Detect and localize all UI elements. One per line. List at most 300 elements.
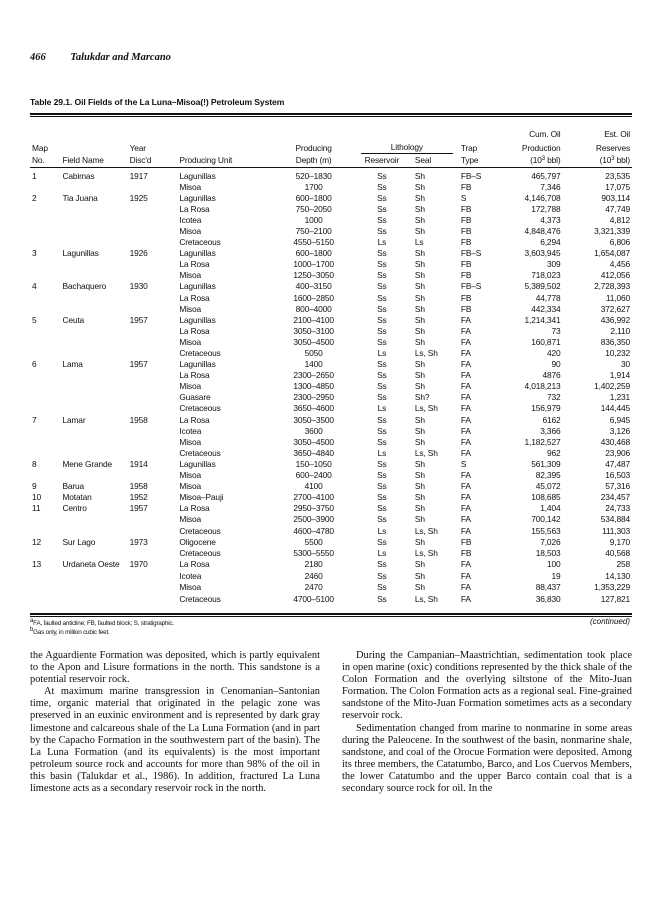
producing-unit-cell: Misoa <box>179 225 201 236</box>
seal-cell: Sh <box>414 503 425 514</box>
cum-oil-cell: 1,404 <box>540 503 561 514</box>
table-row <box>30 437 632 448</box>
paragraph: At maximum marine transgression in Cenomanian–Santonian time, organic material that originated in the pelagic zone was preserved in an euxinic environment and is represented by dark gray limestone and calcareous shale of the La Luna Formation (and in part by the Capacho Formation in the southwestern part of the basin). The La Luna Formation (and its equivalents) is the most important petroleum source rock and accounts for more than 98% of the oil in this basin (Talukdar et al., 1986). In addition, fractured La Luna limestone acts as a secondary reservoir rock in the north. <box>30 686 320 795</box>
field-name-cell: Lama <box>62 359 83 370</box>
table-row <box>30 571 632 583</box>
map-no-cell: 11 <box>32 503 41 514</box>
seal-cell: Sh <box>414 425 425 436</box>
reservoir-cell: Ss <box>377 514 387 525</box>
est-oil-cell: 6,945 <box>609 414 630 425</box>
table-row <box>30 248 632 259</box>
map-no-cell: 6 <box>32 359 37 370</box>
header-field-name: Field Name <box>62 155 104 165</box>
seal-cell: Ls, Sh <box>414 447 438 458</box>
field-name-cell <box>62 548 129 559</box>
est-oil-cell: 127,821 <box>600 594 630 605</box>
year-discovered-cell <box>130 348 180 359</box>
producing-unit-cell: Cretaceous <box>179 547 221 558</box>
table-row <box>30 348 632 359</box>
field-name-cell <box>62 304 129 315</box>
est-oil-cell: 1,353,229 <box>594 582 630 593</box>
table-row <box>30 204 632 215</box>
seal-cell: Sh <box>414 203 425 214</box>
depth-cell: 2100–4100 <box>293 314 334 325</box>
depth-cell: 2300–2950 <box>293 392 334 403</box>
trap-type-cell: FA <box>460 447 471 458</box>
cum-oil-cell: 45,072 <box>535 481 561 492</box>
trap-type-cell: FA <box>460 336 471 347</box>
producing-unit-cell: La Rosa <box>179 370 210 381</box>
producing-unit-cell: Misoa <box>179 181 201 192</box>
producing-unit-cell: Misoa <box>179 470 201 481</box>
reservoir-cell: Ss <box>377 314 387 325</box>
reservoir-cell: Ss <box>377 594 387 605</box>
reservoir-cell: Ss <box>377 570 387 581</box>
trap-type-cell: FA <box>460 425 471 436</box>
map-no-cell <box>30 370 62 381</box>
est-oil-cell: 4,456 <box>609 259 630 270</box>
seal-cell: Sh <box>414 225 425 236</box>
seal-cell: Sh <box>414 582 425 593</box>
field-name-cell: Cabimas <box>62 170 95 181</box>
producing-unit-cell: Lagunillas <box>179 314 216 325</box>
map-no-cell <box>30 270 62 281</box>
reservoir-cell: Ss <box>377 203 387 214</box>
trap-type-cell: S <box>460 458 467 469</box>
field-name-cell <box>62 403 129 414</box>
header-cum-units: ($10^3$ bbl) <box>530 155 561 165</box>
field-name-cell <box>62 426 129 437</box>
table-row <box>30 459 632 470</box>
est-oil-cell: 1,231 <box>609 392 630 403</box>
producing-unit-cell: Lagunillas <box>179 281 216 292</box>
depth-cell: 3050–3100 <box>293 325 334 336</box>
est-oil-cell: 1,914 <box>609 370 630 381</box>
seal-cell: Sh <box>414 303 425 314</box>
est-oil-cell: 836,350 <box>600 336 630 347</box>
reservoir-cell: Ss <box>377 370 387 381</box>
producing-unit-cell: Icotea <box>179 214 202 225</box>
trap-type-cell: FA <box>460 570 471 581</box>
seal-cell: Sh <box>414 170 425 181</box>
year-discovered-cell <box>130 259 180 270</box>
year-discovered-cell <box>130 304 180 315</box>
body-left-column <box>30 650 320 795</box>
table-row <box>30 492 632 503</box>
reservoir-cell: Ss <box>377 336 387 347</box>
reservoir-cell: Ss <box>377 381 387 392</box>
seal-cell: Sh <box>414 558 425 569</box>
cum-oil-cell: 420 <box>546 348 561 358</box>
year-discovered-cell: 1925 <box>129 192 148 203</box>
year-discovered-cell: 1957 <box>129 503 148 514</box>
depth-cell: 3050–3500 <box>293 414 334 425</box>
table-row <box>30 448 632 459</box>
header-producing: Producing <box>295 142 332 153</box>
field-name-cell: Bachaquero <box>62 281 107 292</box>
table-bottom-rule <box>30 613 632 615</box>
reservoir-cell: Ss <box>377 458 387 469</box>
cum-oil-cell: 18,503 <box>535 547 561 558</box>
continued-note: (continued) <box>589 617 630 626</box>
depth-cell: 4600–4780 <box>293 525 334 536</box>
est-oil-cell: 23,906 <box>605 447 630 458</box>
seal-cell: Sh <box>414 570 425 581</box>
seal-cell: Ls, Sh <box>414 594 438 605</box>
reservoir-cell: Ss <box>377 414 387 425</box>
table-row <box>30 215 632 226</box>
est-oil-cell: 47,749 <box>605 203 630 214</box>
table-row <box>30 226 632 237</box>
trap-type-cell: FA <box>460 594 471 605</box>
cum-oil-cell: 6,294 <box>540 237 561 248</box>
table-row <box>30 370 632 381</box>
table-row <box>30 281 632 292</box>
est-oil-cell: 40,568 <box>605 547 630 558</box>
trap-type-cell: FA <box>460 314 471 325</box>
cum-oil-cell: 44,778 <box>535 292 561 303</box>
reservoir-cell: Ls <box>377 348 387 358</box>
header-cum-oil-1: Cum. Oil <box>529 129 561 139</box>
est-oil-cell: 1,654,087 <box>594 248 630 259</box>
map-no-cell <box>30 259 62 270</box>
seal-cell: Sh <box>414 270 425 281</box>
map-no-cell <box>30 348 62 359</box>
cum-oil-cell: 108,685 <box>531 492 561 503</box>
producing-unit-cell: Misoa <box>179 481 201 492</box>
table-row <box>30 526 632 537</box>
map-no-cell <box>30 448 62 459</box>
producing-unit-cell: Misoa <box>179 381 201 392</box>
trap-type-cell: FA <box>460 403 471 414</box>
depth-cell: 1250–3050 <box>293 270 334 281</box>
depth-cell: 2300–2650 <box>293 370 334 381</box>
table-row <box>30 304 632 315</box>
cum-oil-cell: 36,830 <box>535 594 561 605</box>
table-row <box>30 582 632 594</box>
depth-cell: 2470 <box>304 582 323 593</box>
oil-fields-table <box>30 128 632 606</box>
reservoir-cell: Ss <box>377 248 387 259</box>
field-name-cell <box>62 571 129 583</box>
producing-unit-cell: Oligocene <box>179 536 216 547</box>
year-discovered-cell <box>130 526 180 537</box>
seal-cell: Sh <box>414 470 425 481</box>
table-row <box>30 381 632 392</box>
producing-unit-cell: Misoa <box>179 270 201 281</box>
footnote-a: $^a$FA, faulted anticline; FB, faulted block; S, stratigraphic. <box>30 618 174 627</box>
reservoir-cell: Ls <box>377 525 387 536</box>
depth-cell: 5500 <box>304 536 323 547</box>
header-lithology: Lithology <box>361 141 453 155</box>
reservoir-cell: Ss <box>377 325 387 336</box>
map-no-cell: 4 <box>32 281 37 292</box>
trap-type-cell: FA <box>460 481 471 492</box>
cum-oil-cell: 732 <box>546 392 561 403</box>
cum-oil-cell: 82,395 <box>535 470 561 481</box>
est-oil-cell: 3,126 <box>609 425 630 436</box>
producing-unit-cell: Lagunillas <box>179 458 216 469</box>
est-oil-cell: 534,884 <box>600 514 630 525</box>
est-oil-cell: 30 <box>620 359 630 370</box>
cum-oil-cell: 5,389,502 <box>524 281 561 292</box>
trap-type-cell: FA <box>460 325 471 336</box>
reservoir-cell: Ss <box>377 259 387 270</box>
cum-oil-cell: 155,563 <box>531 525 561 536</box>
table-row <box>30 594 632 606</box>
table-row <box>30 503 632 514</box>
year-discovered-cell <box>130 326 180 337</box>
field-name-cell <box>62 381 129 392</box>
trap-type-cell: FA <box>460 514 471 525</box>
cum-oil-cell: 19 <box>551 570 561 581</box>
seal-cell: Sh <box>414 481 425 492</box>
est-oil-cell: 234,457 <box>600 492 630 503</box>
depth-cell: 800–4000 <box>295 303 332 314</box>
cum-oil-cell: 561,309 <box>531 458 561 469</box>
cum-oil-cell: 172,788 <box>531 203 561 214</box>
est-oil-cell: 2,728,393 <box>594 281 630 292</box>
producing-unit-cell: La Rosa <box>179 558 210 569</box>
cum-oil-cell: 4,848,476 <box>524 225 561 236</box>
table-row <box>30 193 632 204</box>
map-no-cell <box>30 326 62 337</box>
cum-oil-cell: 442,334 <box>531 303 561 314</box>
map-no-cell <box>30 582 62 594</box>
seal-cell: Ls, Sh <box>414 547 438 558</box>
table-row <box>30 514 632 525</box>
trap-type-cell: FA <box>460 503 471 514</box>
cum-oil-cell: 7,346 <box>540 181 561 192</box>
depth-cell: 600–1800 <box>295 192 332 203</box>
year-discovered-cell: 1957 <box>129 314 148 325</box>
est-oil-cell: 11,060 <box>605 292 630 303</box>
depth-cell: 1700 <box>304 181 323 192</box>
cum-oil-cell: 1,214,341 <box>524 314 561 325</box>
header-reserves: Reserves <box>595 142 630 153</box>
year-discovered-cell: 1914 <box>129 458 148 469</box>
depth-cell: 1000–1700 <box>293 259 334 270</box>
field-name-cell <box>62 348 129 359</box>
map-no-cell: 13 <box>32 558 42 569</box>
header-est-units: ($10^3$ bbl) <box>599 155 630 165</box>
est-oil-cell: 430,468 <box>600 436 630 447</box>
reservoir-cell: Ss <box>377 192 387 203</box>
seal-cell: Sh <box>414 281 425 292</box>
producing-unit-cell: Cretaceous <box>179 525 221 536</box>
depth-cell: 600–1800 <box>295 248 332 259</box>
cum-oil-cell: 90 <box>551 359 561 370</box>
year-discovered-cell: 1930 <box>129 281 148 292</box>
depth-cell: 3650–4600 <box>293 403 334 414</box>
table-top-rule <box>30 113 632 115</box>
est-oil-cell: 14,130 <box>605 570 630 581</box>
field-name-cell <box>62 514 129 525</box>
trap-type-cell: FA <box>460 492 471 503</box>
year-discovered-cell: 1958 <box>129 414 148 425</box>
seal-cell: Sh? <box>414 392 430 403</box>
year-discovered-cell <box>130 594 180 606</box>
cum-oil-cell: 88,437 <box>535 582 561 593</box>
cum-oil-cell: 962 <box>546 447 561 458</box>
map-no-cell: 10 <box>32 492 42 503</box>
header-reservoir: Reservoir <box>364 155 400 165</box>
table-bottom-rule-thin <box>30 616 632 617</box>
reservoir-cell: Ss <box>377 303 387 314</box>
trap-type-cell: FB <box>460 214 472 225</box>
map-no-cell <box>30 594 62 606</box>
depth-cell: 3050–4500 <box>293 336 334 347</box>
year-discovered-cell <box>130 548 180 559</box>
field-name-cell <box>62 259 129 270</box>
map-no-cell <box>30 403 62 414</box>
reservoir-cell: Ss <box>377 359 387 370</box>
reservoir-cell: Ss <box>377 492 387 503</box>
trap-type-cell: FA <box>460 414 471 425</box>
reservoir-cell: Ss <box>377 582 387 593</box>
trap-type-cell: FB <box>460 303 472 314</box>
field-name-cell: Centro <box>62 503 87 514</box>
producing-unit-cell: La Rosa <box>179 503 210 514</box>
reservoir-cell: Ss <box>377 270 387 281</box>
seal-cell: Sh <box>414 336 425 347</box>
field-name-cell: Motatan <box>62 492 92 503</box>
producing-unit-cell: Cretaceous <box>179 348 221 358</box>
field-name-cell <box>62 526 129 537</box>
table-row <box>30 415 632 426</box>
reservoir-cell: Ss <box>377 181 387 192</box>
trap-type-cell: S <box>460 192 467 203</box>
table-row <box>30 359 632 370</box>
year-discovered-cell <box>130 204 180 215</box>
table-row <box>30 293 632 304</box>
table-row <box>30 392 632 403</box>
depth-cell: 2460 <box>304 570 323 581</box>
trap-type-cell: FA <box>460 558 471 569</box>
reservoir-cell: Ls <box>377 237 387 248</box>
footnote-b: $^b$Gas only, in million cubic feet. <box>30 627 110 636</box>
producing-unit-cell: Icotea <box>179 425 202 436</box>
field-name-cell <box>62 594 129 606</box>
year-discovered-cell: 1957 <box>129 359 148 370</box>
year-discovered-cell: 1973 <box>129 536 148 547</box>
producing-unit-cell: Guasare <box>179 392 211 403</box>
field-name-cell: Urdaneta Oeste <box>62 558 120 569</box>
cum-oil-cell: 309 <box>546 259 561 270</box>
depth-cell: 150–1050 <box>295 458 332 469</box>
field-name-cell <box>62 293 129 304</box>
cum-oil-cell: 6162 <box>542 414 561 425</box>
year-discovered-cell <box>130 293 180 304</box>
producing-unit-cell: Misoa <box>179 514 201 525</box>
est-oil-cell: 4,812 <box>609 214 630 225</box>
seal-cell: Sh <box>414 259 425 270</box>
map-no-cell: 12 <box>32 536 42 547</box>
depth-cell: 1400 <box>304 359 323 370</box>
body-right-column <box>342 650 632 795</box>
reservoir-cell: Ls <box>377 547 387 558</box>
table-row <box>30 548 632 559</box>
field-name-cell <box>62 237 129 248</box>
producing-unit-cell: Lagunillas <box>179 192 216 203</box>
year-discovered-cell <box>130 470 180 481</box>
page-number: 466 <box>30 52 46 63</box>
reservoir-cell: Ss <box>377 214 387 225</box>
depth-cell: 1600–2850 <box>293 292 334 303</box>
map-no-cell <box>30 204 62 215</box>
cum-oil-cell: 4,146,708 <box>524 192 561 203</box>
est-oil-cell: 6,806 <box>609 237 630 248</box>
seal-cell: Sh <box>414 214 425 225</box>
est-oil-cell: 47,487 <box>605 458 630 469</box>
map-no-cell <box>30 293 62 304</box>
table-row <box>30 470 632 481</box>
seal-cell: Sh <box>414 325 425 336</box>
depth-cell: 400–3150 <box>295 281 332 292</box>
map-no-cell <box>30 571 62 583</box>
table-body <box>30 171 632 606</box>
year-discovered-cell: 1926 <box>129 248 148 259</box>
year-discovered-cell <box>130 403 180 414</box>
field-name-cell <box>62 437 129 448</box>
header-seal: Seal <box>414 155 432 165</box>
reservoir-cell: Ss <box>377 292 387 303</box>
table-row <box>30 270 632 281</box>
cum-oil-cell: 465,797 <box>531 170 561 181</box>
field-name-cell <box>62 182 129 193</box>
table-top-rule-thin <box>30 116 632 117</box>
map-no-cell: 1 <box>32 170 37 181</box>
table-row <box>30 426 632 437</box>
cum-oil-cell: 156,979 <box>531 403 561 414</box>
reservoir-cell: Ss <box>377 481 387 492</box>
map-no-cell: 3 <box>32 248 37 259</box>
cum-oil-cell: 718,023 <box>531 270 561 281</box>
year-discovered-cell <box>130 437 180 448</box>
producing-unit-cell: Icotea <box>179 570 202 581</box>
year-discovered-cell <box>130 571 180 583</box>
est-oil-cell: 144,445 <box>600 403 630 414</box>
reservoir-cell: Ss <box>377 470 387 481</box>
depth-cell: 3050–4500 <box>293 436 334 447</box>
reservoir-cell: Ls <box>377 447 387 458</box>
trap-type-cell: FA <box>460 470 471 481</box>
seal-cell: Sh <box>414 359 425 370</box>
producing-unit-cell: Lagunillas <box>179 170 216 181</box>
trap-type-cell: FB <box>460 270 472 281</box>
map-no-cell <box>30 304 62 315</box>
producing-unit-cell: La Rosa <box>179 325 210 336</box>
trap-type-cell: FA <box>460 525 471 536</box>
field-name-cell <box>62 270 129 281</box>
depth-cell: 750–2100 <box>295 225 332 236</box>
producing-unit-cell: Cretaceous <box>179 403 221 414</box>
producing-unit-cell: Lagunillas <box>179 359 216 370</box>
cum-oil-cell: 7,026 <box>540 536 561 547</box>
trap-type-cell: FA <box>460 381 471 392</box>
seal-cell: Sh <box>414 458 425 469</box>
seal-cell: Sh <box>414 192 425 203</box>
running-head <box>30 52 171 63</box>
depth-cell: 2700–4100 <box>293 492 334 503</box>
year-discovered-cell <box>130 215 180 226</box>
field-name-cell: Lagunillas <box>62 248 99 259</box>
map-no-cell <box>30 226 62 237</box>
map-no-cell <box>30 526 62 537</box>
producing-unit-cell: La Rosa <box>179 259 210 270</box>
trap-type-cell: FB <box>460 203 472 214</box>
table-row <box>30 537 632 548</box>
